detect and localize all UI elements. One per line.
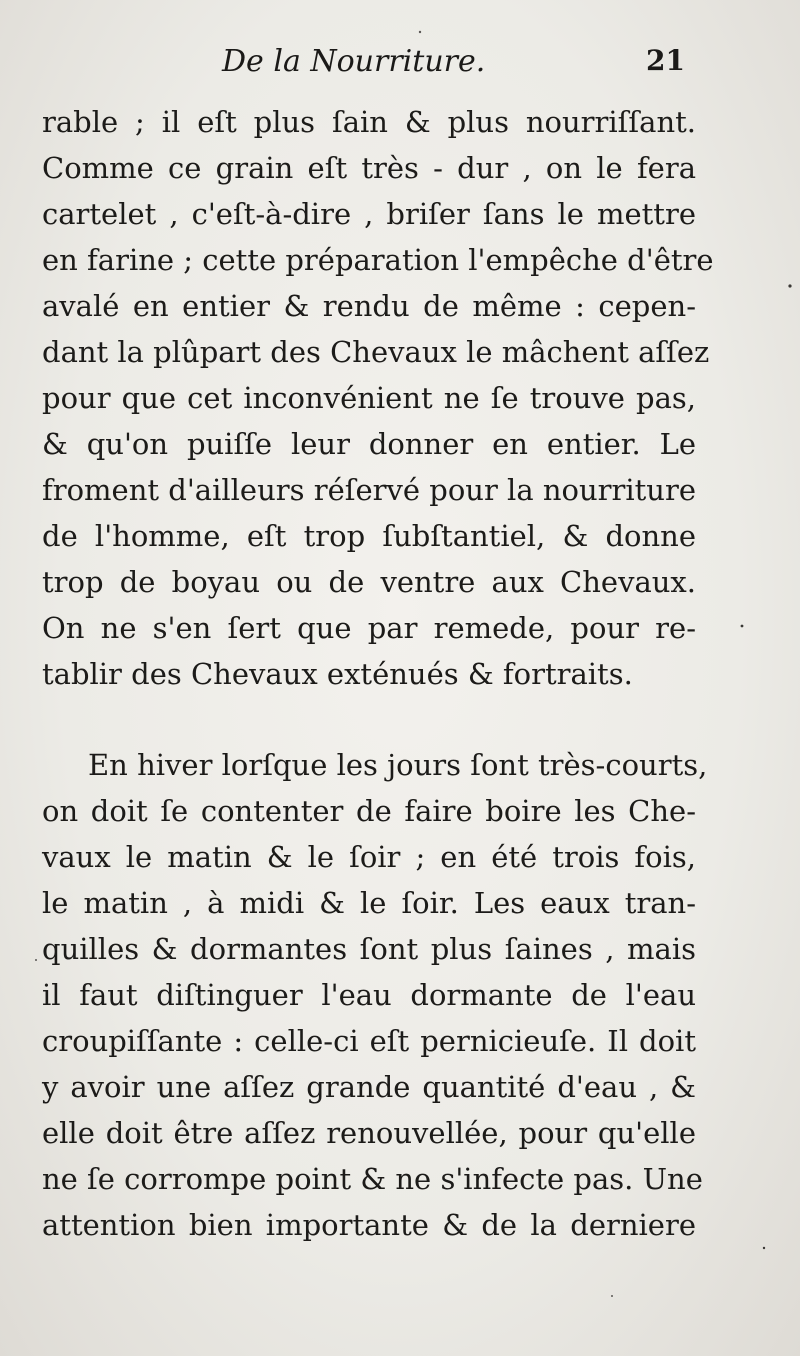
text-line: on doit ſe contenter de faire boire les Che- [42,794,696,828]
text-line: pour que cet inconvénient ne ſe trouve pas, [42,381,696,415]
text-line: elle doit être aſſez renouvellée, pour qu'elle [42,1116,696,1150]
text-line: vaux le matin & le ſoir ; en été trois fois, [42,840,696,874]
text-line: dant la plûpart des Chevaux le mâchent aſſez [42,335,710,369]
text-line: il faut diſtinguer l'eau dormante de l'eau [42,978,696,1012]
text-line: & qu'on puiſſe leur donner en entier. Le [42,427,696,461]
text-line: le matin , à midi & le ſoir. Les eaux tran- [42,886,696,920]
text-line: cartelet , c'eſt-à-dire , briſer ſans le mettre [42,197,696,231]
text-line: Comme ce grain eſt très - dur , on le fera [42,151,696,185]
text-line: rable ; il eſt plus ſain & plus nourriſſant. [42,105,696,139]
text-line: quilles & dormantes ſont plus ſaines , mais [42,932,696,966]
text-line: ne ſe corrompe point & ne s'infecte pas. Une [42,1162,703,1196]
text-line: en farine ; cette préparation l'empêche d'être [42,243,714,277]
page-number: 21 [646,44,685,77]
text-line: croupiſſante : celle-ci eſt pernicieuſe. Il doit [42,1024,696,1058]
running-title: De la Nourriture. [222,44,486,79]
text-line: y avoir une aſſez grande quantité d'eau , & [42,1070,696,1104]
text-line: froment d'ailleurs réſervé pour la nourriture [42,473,697,507]
text-line: tablir des Chevaux exténués & fortraits. [42,657,633,691]
text-line: avalé en entier & rendu de même : cepen- [42,289,696,323]
text-line: de l'homme, eſt trop ſubſtantiel, & donne [42,519,696,553]
text-line: En hiver lorſque les jours ſont très-courts, [88,748,708,782]
text-line: On ne s'en ſert que par remede, pour re- [42,611,696,645]
text-line: attention bien importante & de la derniere [42,1208,696,1242]
text-line: trop de boyau ou de ventre aux Chevaux. [42,565,696,599]
page-header [0,44,800,88]
